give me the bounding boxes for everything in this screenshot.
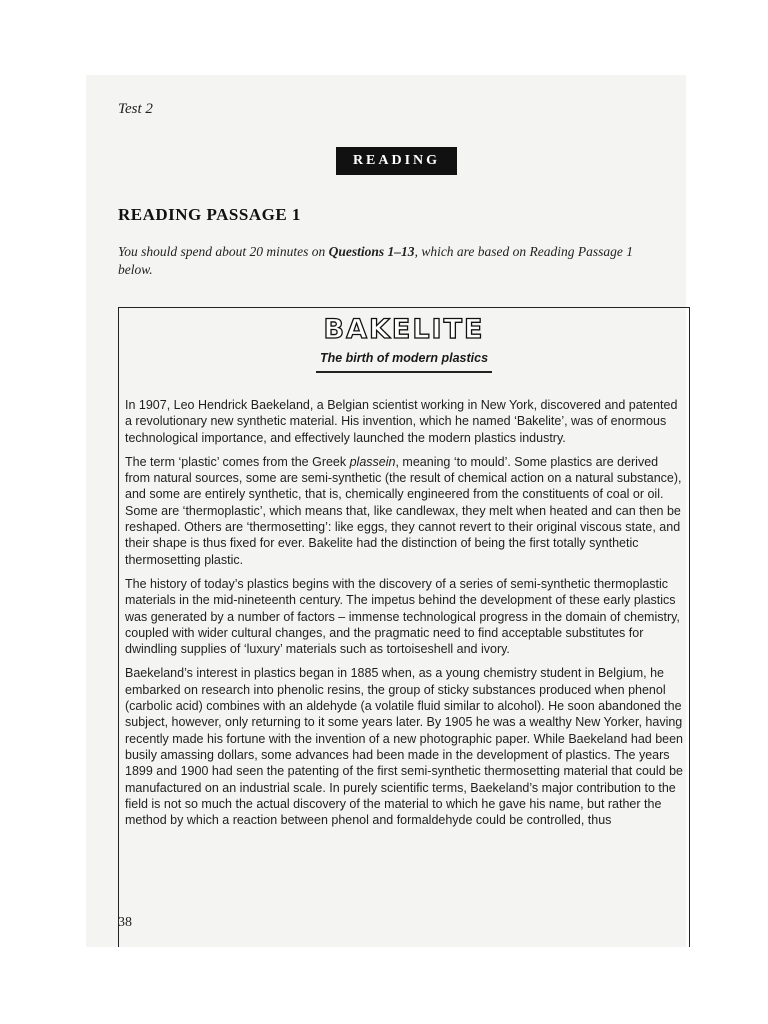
paragraph-4: Baekeland’s interest in plastics began in 1885 when, as a young chemistry student in Belgium, he embarked on research into phenolic resins, the group of sticky substances produced when phenol (carbolic acid) combines with an aldehyde (a volatile fluid similar to alcohol). He soon abandoned the subject, however, only returning to it some years later. By 1905 he was a wealthy New Yorker, having recently made his fortune with the invention of a new photographic paper. While Baekeland had been busily amassing dollars, some advances had been made in the development of plastics. The years 1899 and 1900 had seen the patenting of the first semi-synthetic thermosetting material that could be manufactured on an industrial scale. In purely scientific terms, Baekeland’s major contribution to the field is not so much the actual discovery of the material to which he gave his name, but rather the method by which a reaction between phenol and formaldehyde could be controlled, thus: [125, 666, 684, 828]
instructions: [118, 243, 663, 279]
paragraph-3: The history of today’s plastics begins with the discovery of a series of semi-synthetic thermoplastic materials in the mid-nineteenth century. The impetus behind the development of these early plastics was generated by a number of factors – immense technological progress in the domain of chemistry, coupled with wider cultural changes, and the pragmatic need to find acceptable substitutes for dwindling supplies of ‘luxury’ materials such as tortoiseshell and ivory.: [125, 576, 680, 657]
passage-heading: READING PASSAGE 1: [118, 205, 301, 224]
page-number: 38: [118, 915, 132, 930]
subtitle-divider: [316, 371, 492, 373]
test-label: Test 2: [118, 101, 153, 117]
instructions-before: You should spend about 20 minutes on: [118, 244, 329, 259]
instructions-after: , which are based on Reading Passage 1 below.: [118, 244, 634, 277]
book-page: [86, 75, 686, 947]
passage-subtitle: The birth of modern plastics: [319, 351, 489, 365]
instructions-questions: Questions 1–13: [328, 244, 415, 259]
paragraph-1: In 1907, Leo Hendrick Baekeland, a Belgian scientist working in New York, discovered and patented a revolutionary new synthetic material. His invention, which he named ‘Bakelite’, was of enormous technological importance, and effectively launched the modern plastics industry.: [125, 398, 678, 445]
paragraph-2-text-b: , meaning ‘to mould’. Some plastics are derived from natural sources, some are semi-synthetic (the result of chemical action on a natural substance), and some are entirely synthetic, that is, chemically engineered from the constituents of coal or oil. Some are ‘thermoplastic’, which means that, like candlewax, they melt when heated and can then be reshaped. Others are ‘thermosetting’: like eggs, they cannot revert to their original viscous state, and their shape is thus fixed for ever. Bakelite had the distinction of being the first totally synthetic thermosetting plastic.: [125, 454, 682, 567]
paragraph-2: [125, 454, 683, 568]
passage-box: [118, 307, 690, 947]
paragraph-2-text-a: The term ‘plastic’ comes from the Greek: [125, 454, 350, 469]
section-banner: READING: [336, 147, 457, 175]
paragraph-2-greek-term: plassein: [349, 454, 396, 469]
passage-title: BAKELITE: [323, 314, 485, 345]
passage-body: [125, 397, 683, 836]
